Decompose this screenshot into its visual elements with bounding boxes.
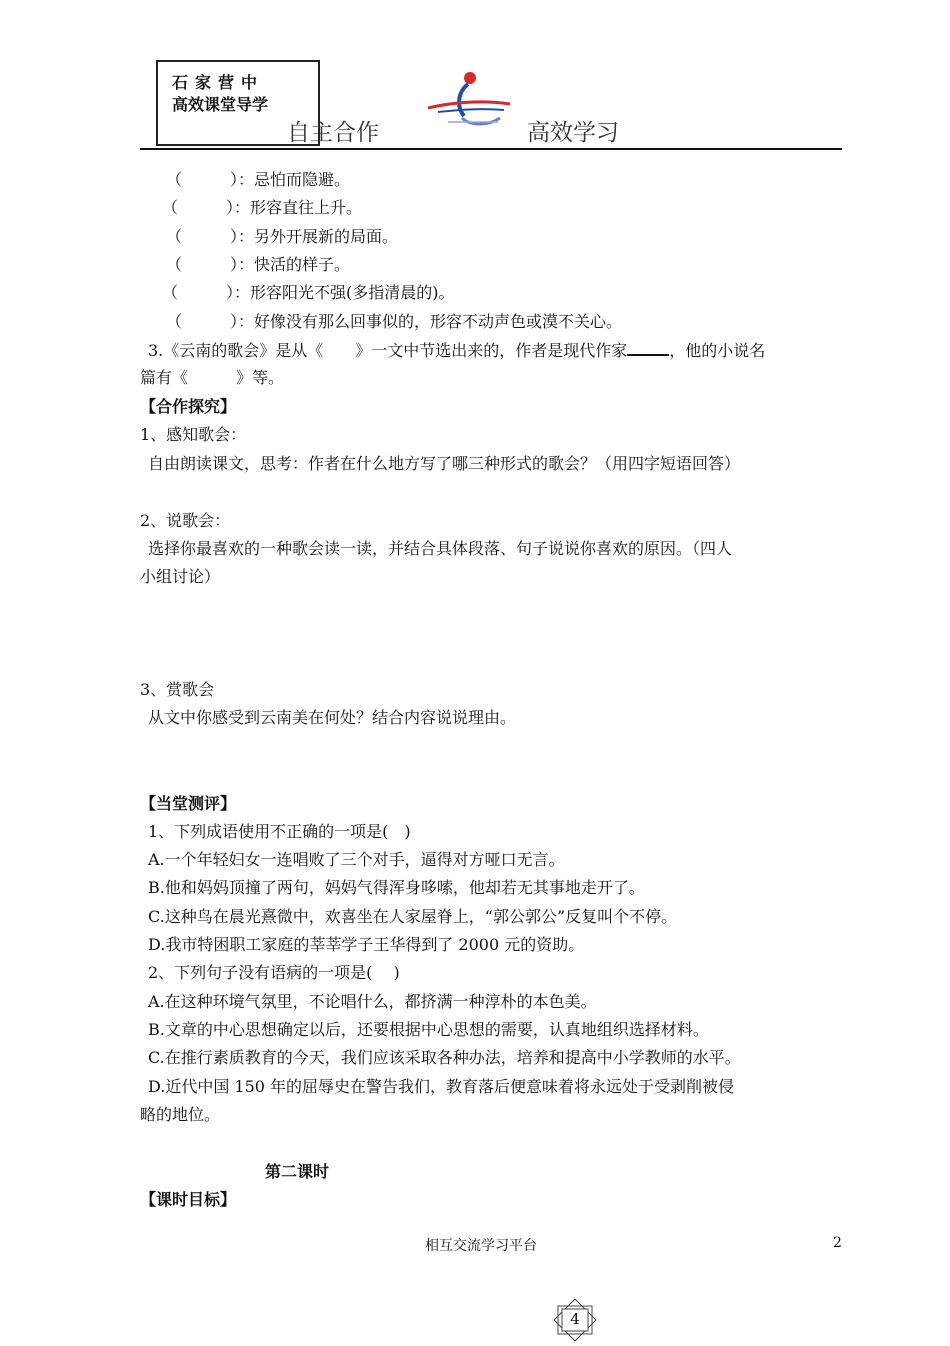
- test-q1-option-b: B.他和妈妈顶撞了两句，妈妈气得浑身哆嗦，他却若无其事地走开了。: [148, 878, 645, 897]
- school-logo-icon: [418, 66, 518, 136]
- section-heading-test: 【当堂测评】: [140, 794, 237, 813]
- lesson-2-title: 第二课时: [265, 1162, 330, 1181]
- vocab-item: （ ）：快活的样子。: [166, 255, 351, 274]
- question-3-cont: 篇有《 》等。: [140, 368, 285, 387]
- page-badge: [549, 1298, 601, 1342]
- test-q1-option-d: D.我市特困职工家庭的莘莘学子王华得到了 2000 元的资助。: [148, 935, 585, 954]
- test-q1-option-c: C.这种鸟在晨光熹微中，欢喜坐在人家屋脊上，“郭公郭公”反复叫个不停。: [148, 907, 678, 926]
- guide-title: 高效课堂导学: [172, 95, 269, 114]
- test-q2-option-d-cont: 略的地位。: [140, 1105, 221, 1124]
- question-3: 3.《云南的歌会》是从《 》一文中节选出来的，作者是现代作家 ，他的小说名: [148, 341, 766, 360]
- test-q2-option-b: B.文章的中心思想确定以后，还要根据中心思想的需要，认真地组织选择材料。: [148, 1020, 709, 1039]
- footer-page-number: 2: [833, 1235, 842, 1251]
- coop-item-3-title: 3、赏歌会: [140, 680, 215, 699]
- test-question-1: 1、下列成语使用不正确的一项是( ): [148, 822, 411, 841]
- coop-item-1-text: 自由朗读课文，思考：作者在什么地方写了哪三种形式的歌会？（用四字短语回答）: [148, 454, 741, 473]
- coop-item-2-text-cont: 小组讨论）: [140, 567, 221, 586]
- slogan-left: 自主合作: [287, 120, 379, 146]
- coop-item-2-text: 选择你最喜欢的一种歌会读一读，并结合具体段落、句子说说你喜欢的原因。（四人: [148, 539, 733, 558]
- school-name: 石家营中: [172, 73, 265, 92]
- test-q1-option-a: A.一个年轻妇女一连唱败了三个对手，逼得对方哑口无言。: [148, 850, 565, 869]
- coop-item-3-text: 从文中你感受到云南美在何处？结合内容说说理由。: [148, 708, 517, 727]
- test-q2-option-a: A.在这种环境气氛里，不论唱什么，都挤满一种淳朴的本色美。: [148, 992, 597, 1011]
- vocab-item: （ ）：好像没有那么回事似的，形容不动声色或漠不关心。: [166, 312, 623, 331]
- answer-blank[interactable]: [627, 340, 669, 356]
- vocab-item: （ ）：忌怕而隐避。: [166, 170, 351, 189]
- test-question-2: 2、下列句子没有语病的一项是( ): [148, 963, 400, 982]
- slogan-right: 高效学习: [527, 120, 619, 146]
- coop-item-1-title: 1、感知歌会：: [140, 425, 247, 444]
- test-q2-option-c: C.在推行素质教育的今天，我们应该采取各种办法，培养和提高中小学教师的水平。: [148, 1048, 741, 1067]
- header-divider: [140, 148, 842, 150]
- vocab-item: （ ）：形容阳光不强(多指清晨的)。: [162, 283, 455, 302]
- coop-item-2-title: 2、说歌会：: [140, 511, 231, 530]
- footer-platform: 相互交流学习平台: [425, 1238, 537, 1254]
- badge-page-number: 4: [570, 1310, 580, 1328]
- section-heading-goals: 【课时目标】: [140, 1190, 237, 1209]
- section-heading-coop: 【合作探究】: [140, 397, 237, 416]
- test-q2-option-d: D.近代中国 150 年的屈辱史在警告我们，教育落后便意味着将永远处于受剥削被侵: [148, 1077, 735, 1096]
- vocab-item: （ ）：另外开展新的局面。: [166, 227, 399, 246]
- vocab-item: （ ）：形容直往上升。: [162, 198, 363, 217]
